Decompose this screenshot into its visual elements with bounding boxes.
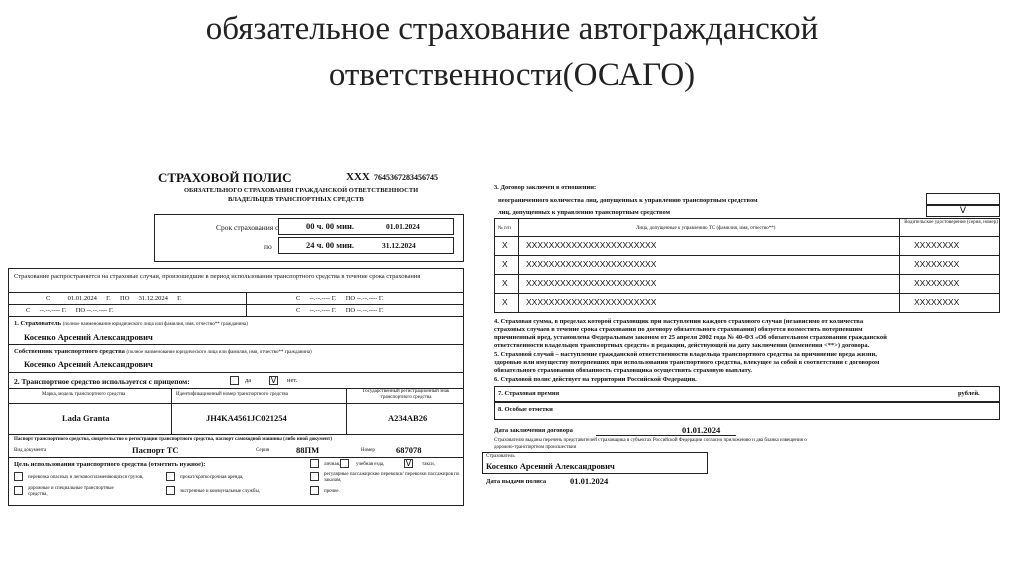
clause-4-line-4: ответственности владельцев транспортных средств» в редакции, действующей на дату заключения (изменения <**>) договора. <box>494 342 870 349</box>
period2-g1: Г. <box>331 295 337 302</box>
signer-name: Косенко Арсений Александрович <box>486 461 615 471</box>
passport-label: Паспорт транспортного средства, свидетельство о регистрации транспортного средства, паспорт самоходной машины (либо иной документ) <box>14 437 332 442</box>
owner-label: Собственник транспортного средства <box>14 348 125 355</box>
period2-c: С <box>296 295 301 302</box>
insurer-name: Косенко Арсений Александрович <box>24 332 153 342</box>
clause-5-line-3: обязательного страхования обязанность страховщика осуществить страховую выплату. <box>494 367 752 374</box>
clause-4-line-2: страховых случаев в течение срока страхования по договору обязательного страхования) обязуется возместить потерпевшим <box>494 326 863 333</box>
policy-number: 7645367283456745 <box>374 173 438 182</box>
period1 <box>46 295 182 303</box>
clause-4-line-1: 4. Страховая сумма, в пределах которой страховщик при наступлении каждого страхового случая (независимо от количества <box>494 318 864 325</box>
premium-unit: рублей. <box>958 390 980 397</box>
term-to-box <box>278 237 454 254</box>
premium-box <box>494 386 1000 402</box>
doc-number-value: 687078 <box>396 445 422 455</box>
period1-from: 01.01.2024 <box>67 295 97 302</box>
reg-value: A234AB26 <box>388 413 428 423</box>
slide-title-line2: ответственности(ОСАГО) <box>328 57 696 93</box>
period3-po: ПО <box>75 307 86 314</box>
driver-name: XXXXXXXXXXXXXXXXXXXXXXX <box>526 240 657 250</box>
term-to-label: по <box>264 242 272 251</box>
notes-label: 8. Особые отметки <box>498 406 553 413</box>
period4-c: С <box>296 307 301 314</box>
policy-subtitle-1: ОБЯЗАТЕЛЬНОГО СТРАХОВАНИЯ ГРАЖДАНСКОЙ ОТВЕТСТВЕННОСТИ <box>184 187 419 194</box>
period3-g1: Г. <box>61 307 67 314</box>
slide-title <box>0 6 1024 98</box>
purpose-taxi-label: такси, <box>422 462 435 467</box>
driver-license: XXXXXXXX <box>914 259 960 269</box>
unlimited-label: неограниченного количества лиц, допущенных к управлению транспортным средством <box>498 197 758 204</box>
contract-date-value: 01.01.2024 <box>682 425 721 435</box>
policy-series: ХХХ <box>346 171 370 183</box>
trailer-no-label: нет. <box>287 377 298 384</box>
period2-to: --.--.---- <box>356 295 378 302</box>
period1-po: ПО <box>120 295 130 302</box>
col-make-header: Марка, модель транспортного средства <box>42 392 126 397</box>
doc-type-label: Вид документа <box>14 448 47 453</box>
doc-number-label: Номер <box>361 448 375 453</box>
purpose-other-label: прочее. <box>324 489 340 494</box>
period1-g2: Г. <box>177 295 182 302</box>
purpose-emergency-checkbox[interactable] <box>166 486 175 495</box>
slide-title-line1: обязательное страхование автогражданской <box>205 11 819 47</box>
driver-row-2 <box>494 255 1000 274</box>
term-to-date: 31.12.2024 <box>382 241 416 250</box>
period4-po: ПО <box>345 307 356 314</box>
period2-po: ПО <box>345 295 356 302</box>
driver-name: XXXXXXXXXXXXXXXXXXXXXXX <box>526 259 657 269</box>
driver-row-3 <box>494 274 1000 293</box>
owner-name: Косенко Арсений Александрович <box>24 359 153 369</box>
clause-6: 6. Страховой полис действует на территории Российской Федерации. <box>494 376 697 383</box>
doc-type-value: Паспорт ТС <box>132 445 179 455</box>
driver-row-1 <box>494 236 1000 255</box>
period4-from: --.--.---- <box>309 307 331 314</box>
purpose-rent-label: прокат/краткосрочная аренда, <box>180 475 244 480</box>
period3-from: --.--.---- <box>39 307 61 314</box>
trailer-yes-checkbox[interactable] <box>230 376 239 385</box>
driver-mark: X <box>502 297 508 307</box>
driver-license: XXXXXXXX <box>914 240 960 250</box>
period4-g1: Г. <box>331 307 337 314</box>
purpose-dangerous-checkbox[interactable] <box>14 472 23 481</box>
contract-date-label: Дата заключения договора <box>494 427 573 434</box>
limited-label: лиц, допущенных к управлению транспортным средством <box>498 209 671 216</box>
driver-name: XXXXXXXXXXXXXXXXXXXXXXX <box>526 278 657 288</box>
period2-g2: Г. <box>378 295 384 302</box>
trailer-no-checkbox[interactable]: V <box>270 376 277 385</box>
period1-to: 31.12.2024 <box>138 295 168 302</box>
col-num-header: № п/п <box>498 226 511 231</box>
insurer-hint: (полное наименование юридического лица или фамилия, имя, отчество** гражданина) <box>62 322 248 327</box>
unlimited-checkbox[interactable] <box>926 193 1000 205</box>
purpose-regular-label: регулярные пассажирские перевозки/ перевозки пассажиров по заказам, <box>324 472 460 483</box>
doc-series-value: 88ПМ <box>296 445 320 455</box>
col-reg-header: Государственный регистрационный знак транспортного средства <box>362 389 450 400</box>
driver-mark: X <box>502 240 508 250</box>
notice-line-2: дорожно-транспортном происшествии <box>494 445 577 450</box>
driver-license: XXXXXXXX <box>914 297 960 307</box>
period3-g2: Г. <box>108 307 114 314</box>
purpose-dangerous-label: перевозка опасных и легковоспламеняющихся грузов, <box>28 475 144 480</box>
notes-box <box>494 402 1000 420</box>
period3-c: С <box>26 307 31 314</box>
purpose-training-checkbox[interactable] <box>340 459 349 468</box>
col-license-header: Водительское удостоверение (серия, номер) <box>904 220 998 225</box>
term-from-date: 01.01.2024 <box>386 222 420 231</box>
trailer-yes-label: да <box>245 377 252 384</box>
policy-subtitle-2: ВЛАДЕЛЬЦЕВ ТРАНСПОРТНЫХ СРЕДСТВ <box>228 196 364 203</box>
doc-series-label: Серия <box>256 448 270 453</box>
issue-date-value: 01.01.2024 <box>570 476 609 486</box>
clause-5-line-2: здоровью или имуществу потерпевших при использовании транспортного средства, влекущее за собой в соответствии с договором <box>494 359 880 366</box>
purpose-taxi-checkbox[interactable]: V <box>405 459 412 468</box>
purpose-road-checkbox[interactable] <box>14 486 23 495</box>
driver-row-4 <box>494 293 1000 312</box>
contract-label: 3. Договор заключен в отношении: <box>494 184 597 191</box>
period1-g1: Г. <box>106 295 111 302</box>
policy-front-page <box>6 160 468 510</box>
owner-hint: (полное наименование юридического лица или фамилия, имя, отчество** гражданина) <box>126 350 312 355</box>
col-persons-header: Лица, допущенные к управлению ТС (фамилия, имя, отчество**) <box>636 226 776 231</box>
trailer-label: 2. Транспортное средство используется с прицепом: <box>14 377 190 386</box>
driver-mark: X <box>502 259 508 269</box>
purpose-personal-label: личная, <box>324 462 341 467</box>
period3 <box>26 307 114 315</box>
owner-label-row <box>14 348 312 357</box>
period2 <box>296 295 384 303</box>
purpose-road-label: дорожные и специальные транспортные средства, <box>28 486 114 497</box>
coverage-text: Страхование распространяется на страховые случаи, произошедшие в период использования транспортного средства в течение срока страхования <box>14 273 421 280</box>
issue-date-label: Дата выдачи полиса <box>486 478 547 485</box>
purpose-label: Цель использования транспортного средства (отметить нужное): <box>14 461 206 468</box>
driver-license: XXXXXXXX <box>914 278 960 288</box>
col-vin-header: Идентификационный номер транспортного средства <box>176 392 288 397</box>
premium-label: 7. Страховая премия <box>498 390 560 397</box>
period1-c: С <box>46 295 51 302</box>
notice-line-1: Страхователю выданы перечень представителей страховщика в субъектах Российской Федерации согласно приложению и два бланка извещения о <box>494 438 807 443</box>
policy-back-page <box>486 176 1004 494</box>
make-value: Lada Granta <box>62 413 110 423</box>
policy-title: СТРАХОВОЙ ПОЛИС <box>158 170 292 185</box>
period4-to: --.--.---- <box>356 307 378 314</box>
clause-4-line-3: причиненный вред, установлена Федеральным законом от 25 апреля 2002 года № 40-ФЗ «Об обязательном страховании гражданской <box>494 334 887 341</box>
purpose-emergency-label: экстренные и коммунальные службы, <box>180 489 261 494</box>
purpose-other-checkbox[interactable] <box>310 486 319 495</box>
purpose-rent-checkbox[interactable] <box>166 472 175 481</box>
period2-from: --.--.---- <box>309 295 331 302</box>
insurer-label-row <box>14 320 248 329</box>
driver-name: XXXXXXXXXXXXXXXXXXXXXXX <box>526 297 657 307</box>
clause-5-line-1: 5. Страховой случай – наступление гражданской ответственности владельца транспортного средства за причинение вреда жизни, <box>494 351 877 358</box>
purpose-regular-checkbox[interactable] <box>310 472 319 481</box>
limited-checkbox[interactable] <box>926 205 1000 217</box>
purpose-training-label: учебная езда, <box>356 462 385 467</box>
limited-mark: V <box>959 206 967 216</box>
signer-caption: Страхователь <box>486 454 515 459</box>
term-from-label: Срок страхования с <box>216 223 279 232</box>
term-from-box <box>278 218 454 235</box>
period4 <box>296 307 384 315</box>
purpose-personal-checkbox[interactable] <box>310 459 319 468</box>
period3-to: --.--.---- <box>86 307 108 314</box>
term-from-time: 00 ч. 00 мин. <box>306 221 355 231</box>
driver-mark: X <box>502 278 508 288</box>
vin-value: JH4KA4561JC021254 <box>206 413 287 423</box>
insurer-label: 1. Страхователь <box>14 320 62 327</box>
term-to-time: 24 ч. 00 мин. <box>306 240 355 250</box>
period4-g2: Г. <box>378 307 384 314</box>
